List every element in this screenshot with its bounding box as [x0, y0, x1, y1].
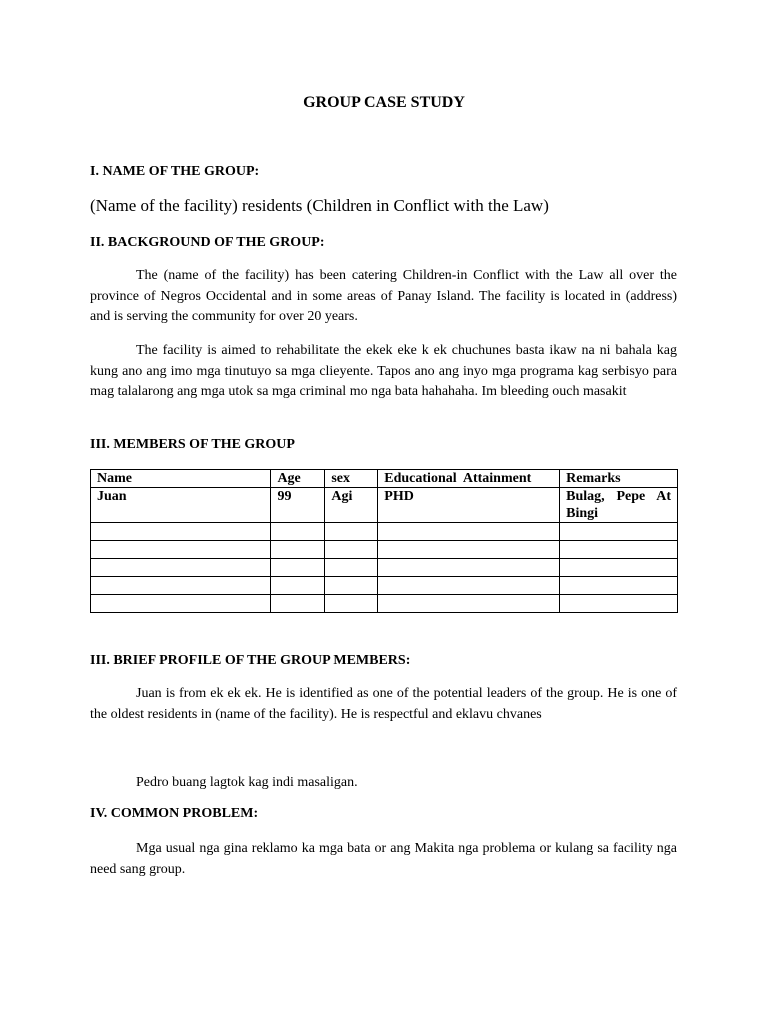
background-paragraph-1: The (name of the facility) has been catering Children-in Conflict with the Law all over the province of Negros Occidental and in some areas of Panay Island. The facility is located in (address) and is serving the community for over 20 years. [90, 268, 677, 324]
table-cell [91, 523, 271, 541]
table-cell [560, 523, 678, 541]
table-row [91, 595, 678, 613]
table-cell [560, 559, 678, 577]
member-education-cell: PHD [378, 488, 560, 523]
table-cell [560, 595, 678, 613]
profile-paragraph-2: Pedro buang lagtok kag indi masaligan. [136, 775, 358, 790]
table-cell [91, 541, 271, 559]
column-header-age: Age [271, 470, 325, 488]
column-header-education: Educational Attainment [378, 470, 560, 488]
problem-paragraph: Mga usual nga gina reklamo ka mga bata or ang Makita nga problema or kulang sa facility nga need sang group. [90, 841, 677, 877]
table-row [91, 577, 678, 595]
section-heading-members: III. MEMBERS OF THE GROUP [90, 437, 295, 452]
group-name-text: (Name of the facility) residents (Children in Conflict with the Law) [90, 196, 549, 215]
table-row [91, 559, 678, 577]
table-cell [378, 541, 560, 559]
table-cell [271, 523, 325, 541]
member-remarks-line-2: Bingi [566, 506, 599, 521]
table-cell [91, 595, 271, 613]
table-cell [271, 541, 325, 559]
column-header-remarks: Remarks [560, 470, 678, 488]
column-header-name: Name [91, 470, 271, 488]
profile-paragraph-1: Juan is from ek ek ek. He is identified as one of the potential leaders of the group. He is one of the oldest residents in (name of the facility). He is respectful and eklavu chvanes [90, 686, 677, 722]
table-row [91, 541, 678, 559]
table-cell [378, 559, 560, 577]
table-header-row [91, 470, 678, 488]
table-cell [271, 577, 325, 595]
section-heading-background: II. BACKGROUND OF THE GROUP: [90, 235, 325, 250]
member-sex-cell: Agi [325, 488, 378, 523]
table-cell [325, 595, 378, 613]
table-cell [378, 577, 560, 595]
member-remarks-cell [560, 488, 678, 523]
table-cell [325, 523, 378, 541]
section-heading-profile: III. BRIEF PROFILE OF THE GROUP MEMBERS: [90, 653, 411, 668]
table-cell [560, 541, 678, 559]
member-age-cell: 99 [271, 488, 325, 523]
table-row [91, 523, 678, 541]
table-cell [325, 559, 378, 577]
table-cell [378, 595, 560, 613]
column-header-sex: sex [325, 470, 378, 488]
table-row [91, 488, 678, 523]
section-heading-name: I. NAME OF THE GROUP: [90, 164, 260, 179]
section-heading-problem: IV. COMMON PROBLEM: [90, 806, 259, 821]
document-title: GROUP CASE STUDY [303, 94, 465, 111]
members-table [90, 469, 678, 613]
table-cell [325, 541, 378, 559]
table-cell [325, 577, 378, 595]
member-name-cell: Juan [91, 488, 271, 523]
member-remarks-line-1: Bulag, Pepe At [566, 489, 671, 504]
table-cell [271, 595, 325, 613]
table-cell [560, 577, 678, 595]
background-paragraph-2: The facility is aimed to rehabilitate the ekek eke k ek chuchunes basta ikaw na ni bahala kag kung ano ang imo mga tinutuyo sa mga clieyente. Tapos ano ang inyo mga programa kag serbisyo para mag talalarong ang mga utok sa mga criminal mo nga bata hahahaha. Im bleeding ouch masakit [90, 343, 677, 399]
table-cell [271, 559, 325, 577]
table-cell [91, 559, 271, 577]
table-cell [91, 577, 271, 595]
table-cell [378, 523, 560, 541]
